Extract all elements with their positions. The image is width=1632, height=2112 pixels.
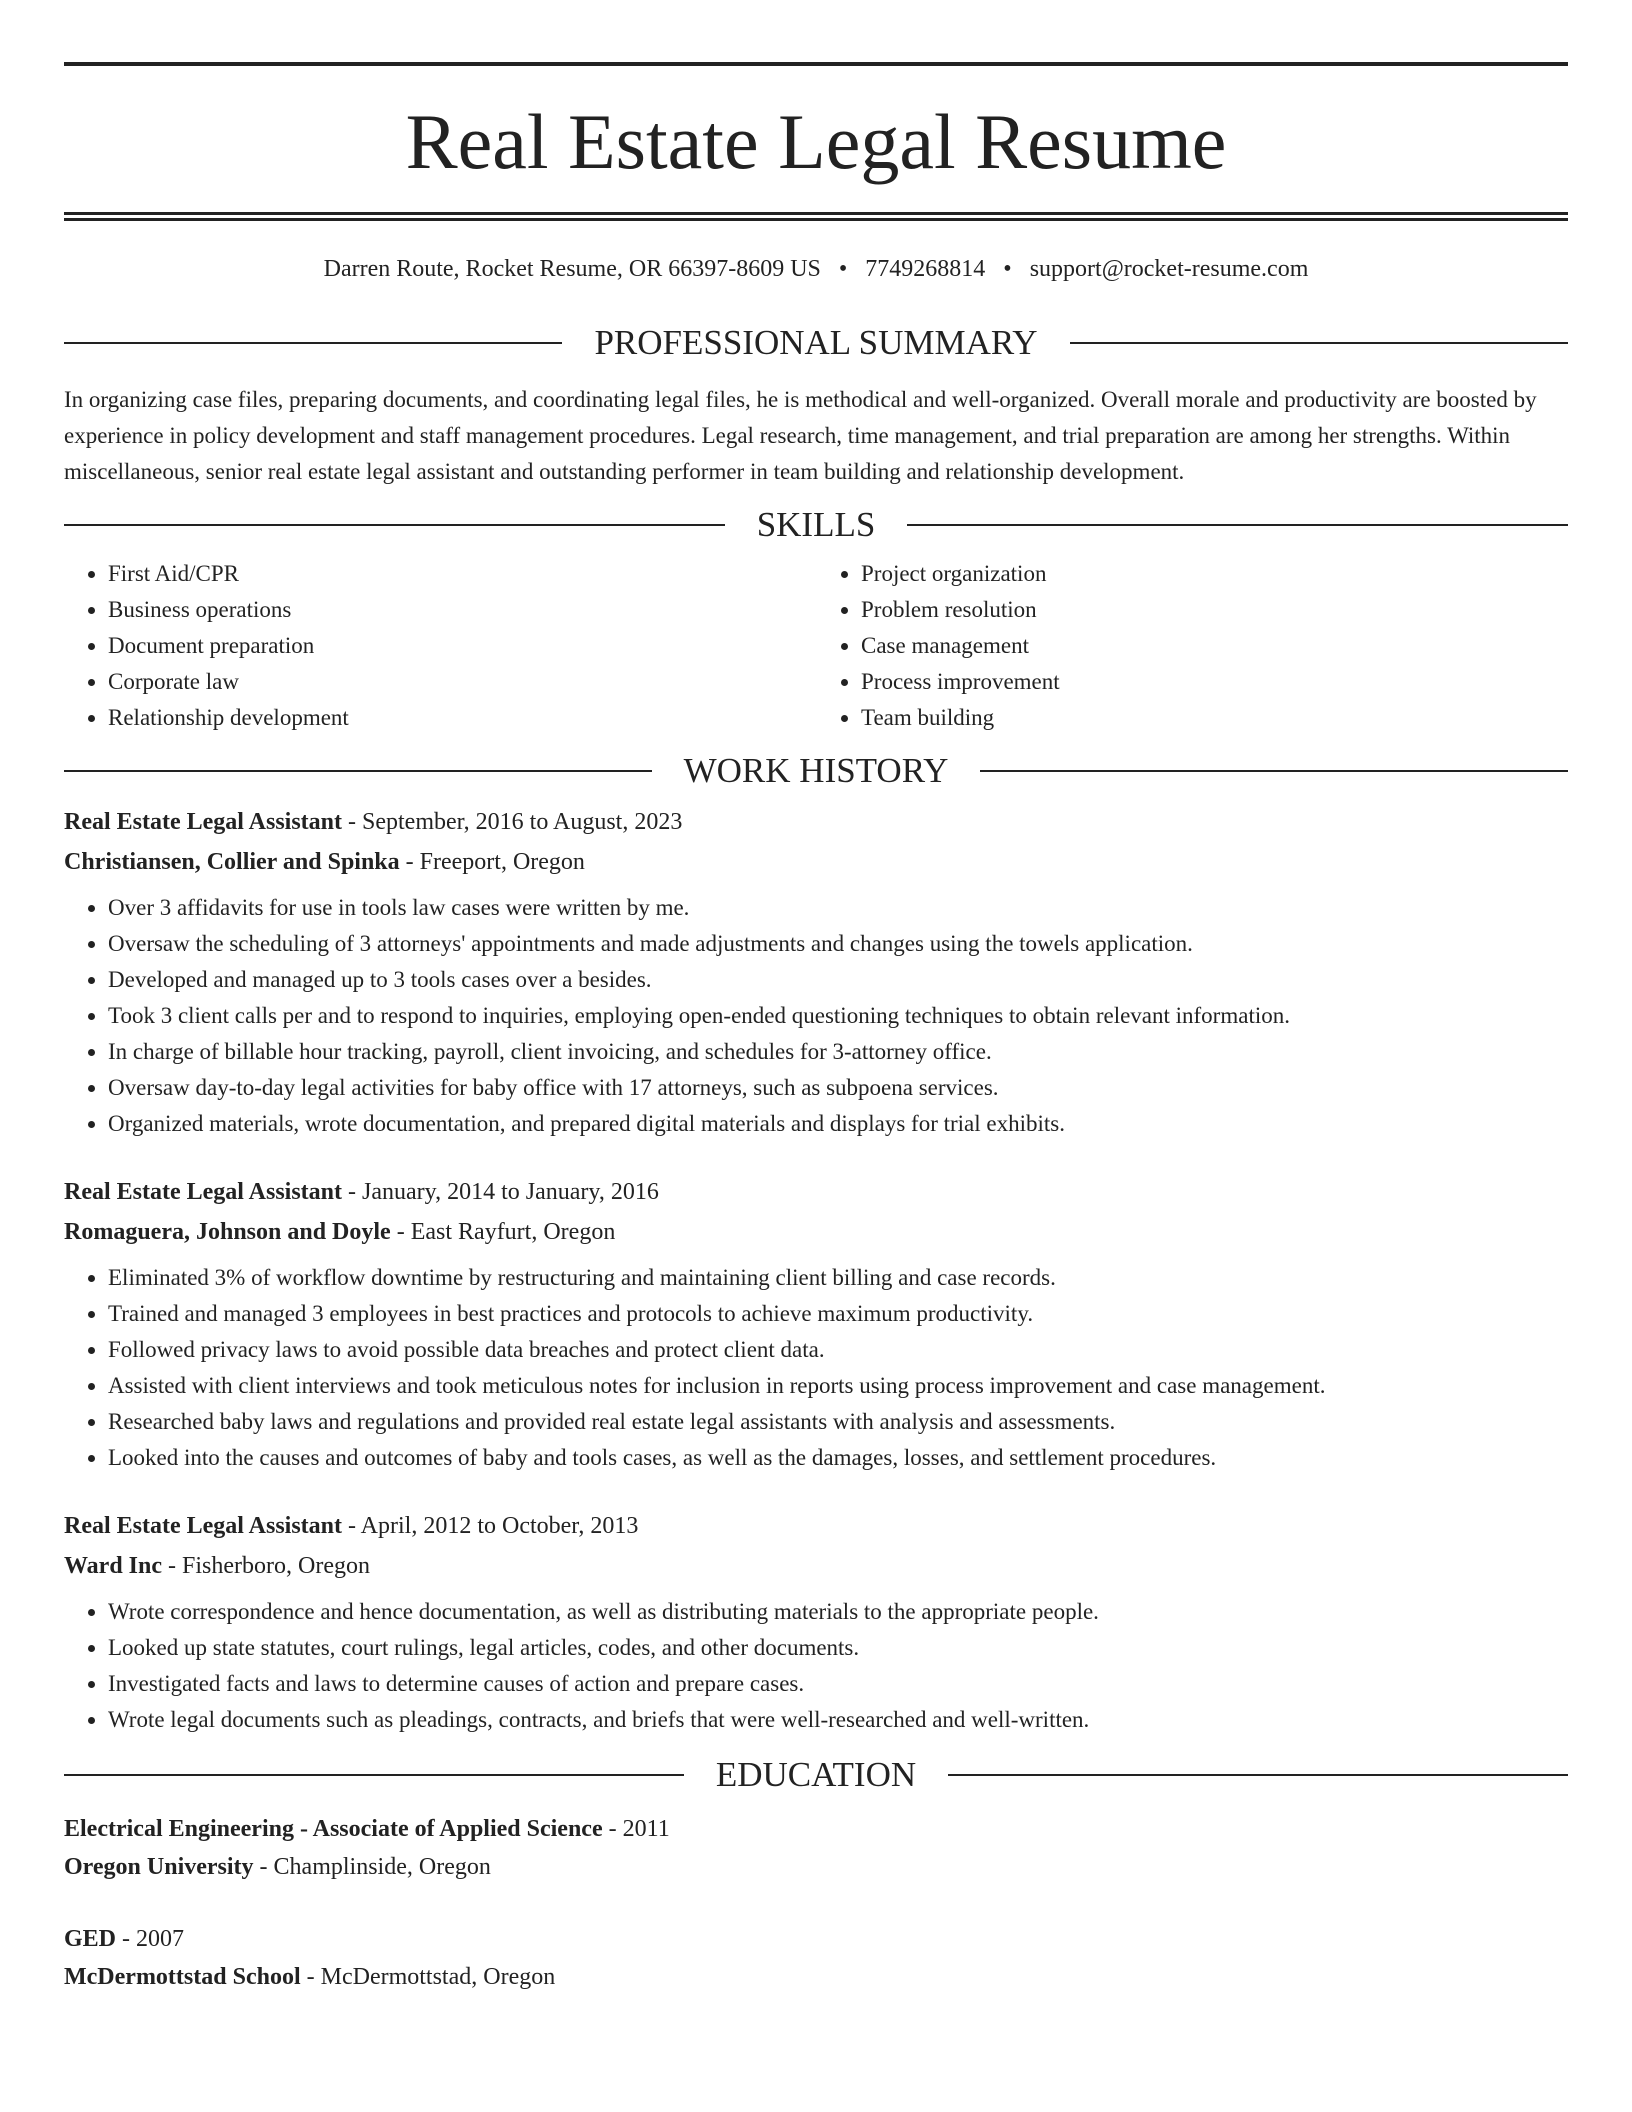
title-double-rule [64,212,1568,221]
job-company-line [64,1546,1568,1586]
job-company-line [64,1212,1568,1252]
skill-item: • Corporate law [108,664,815,700]
heading-rule-left [64,342,562,344]
job-dates: - September, 2016 to August, 2023 [348,809,683,835]
skill-item: • Case management [861,628,1568,664]
heading-rule-right [907,524,1568,526]
job-bullet: • Organized materials, wrote documentation, and prepared digital materials and displays for trial exhibits. [108,1106,1568,1142]
education-heading [64,1754,1568,1796]
education-degree: Electrical Engineering - Associate of Applied Science [64,1816,603,1842]
work-heading [64,750,1568,792]
heading-rule-left [64,770,652,772]
skills-list [64,556,1568,736]
education-degree-line [64,1810,1568,1848]
job-bullet: • Eliminated 3% of workflow downtime by restructuring and maintaining client billing and case records. [108,1260,1568,1296]
job-bullet: • Developed and managed up to 3 tools cases over a besides. [108,962,1568,998]
job-bullets [64,890,1568,1142]
job-location: - East Rayfurt, Oregon [396,1219,616,1245]
heading-rule-right [1070,342,1568,344]
summary-text: In organizing case files, preparing documents, and coordinating legal files, he is methodical and well-organized. Overall morale and productivity are boosted by experience in policy development and staff management procedures. Legal research, time management, and trial preparation are among her strengths. Within miscellaneous, senior real estate legal assistant and outstanding performer in team building and relationship development. [64,387,1537,484]
heading-rule-left [64,1774,684,1776]
education-school: Oregon University [64,1854,254,1880]
skill-item: • First Aid/CPR [108,556,815,592]
job-bullet: • Over 3 affidavits for use in tools law cases were written by me. [108,890,1568,926]
contact-address: Darren Route, Rocket Resume, OR 66397-8609 US [323,256,821,282]
heading-rule-right [948,1774,1568,1776]
skills-column-right [815,556,1568,736]
education-entry [64,1920,1568,1996]
contact-line [64,254,1568,284]
job-bullet: • Followed privacy laws to avoid possible data breaches and protect client data. [108,1332,1568,1368]
job-bullet: • Took 3 client calls per and to respond to inquiries, employing open-ended questioning techniques to obtain relevant information. [108,998,1568,1034]
job-bullet: • Looked into the causes and outcomes of baby and tools cases, as well as the damages, losses, and settlement procedures. [108,1440,1568,1476]
skills-column-left [64,556,815,736]
job-company: Romaguera, Johnson and Doyle [64,1219,391,1245]
job-company: Ward Inc [64,1553,163,1579]
resume-page [64,0,1568,1996]
education-entry [64,1810,1568,1886]
job-title: Real Estate Legal Assistant [64,1179,342,1205]
job-title: Real Estate Legal Assistant [64,1513,342,1539]
job-bullet: • In charge of billable hour tracking, payroll, client invoicing, and schedules for 3-attorney office. [108,1034,1568,1070]
job-bullets [64,1594,1568,1738]
education-school-line [64,1848,1568,1886]
heading-rule-left [64,524,725,526]
education-degree-line [64,1920,1568,1958]
heading-rule-right [980,770,1568,772]
skills-heading-label: SKILLS [756,505,876,544]
job-dates: - April, 2012 to October, 2013 [348,1513,639,1539]
resume-title: Real Estate Legal Resume [405,98,1227,185]
job-bullets [64,1260,1568,1476]
education-heading-label: EDUCATION [715,1755,917,1794]
education-year: - 2011 [608,1816,670,1842]
education-degree: GED [64,1926,117,1952]
contact-email: support@rocket-resume.com [1029,256,1309,282]
contact-separator: • [1003,256,1012,282]
job-bullet: • Oversaw the scheduling of 3 attorneys' appointments and made adjustments and changes using the towels application. [108,926,1568,962]
contact-phone: 7749268814 [865,256,986,282]
job-title-line [64,802,1568,842]
skill-item: • Relationship development [108,700,815,736]
job-title-line [64,1506,1568,1546]
education-year: - 2007 [122,1926,185,1952]
contact-separator: • [838,256,848,282]
job-dates: - January, 2014 to January, 2016 [348,1179,659,1205]
top-rule [64,62,1568,66]
job-location: - Fisherboro, Oregon [168,1553,370,1579]
skill-item: • Process improvement [861,664,1568,700]
job-title: Real Estate Legal Assistant [64,809,342,835]
skill-item: • Business operations [108,592,815,628]
education-school-line [64,1958,1568,1996]
education-school: McDermottstad School [64,1964,301,1990]
summary-heading-label: PROFESSIONAL SUMMARY [594,323,1038,362]
job-company: Christiansen, Collier and Spinka [64,849,400,875]
skills-heading [64,504,1568,546]
skill-item: • Project organization [861,556,1568,592]
job-entry [64,1506,1568,1738]
education-location: - McDermottstad, Oregon [306,1964,556,1990]
skill-item: • Team building [861,700,1568,736]
job-location: - Freeport, Oregon [405,849,585,875]
job-bullet: • Wrote correspondence and hence documentation, as well as distributing materials to the appropriate people. [108,1594,1568,1630]
skill-item: • Problem resolution [861,592,1568,628]
job-bullet: • Looked up state statutes, court rulings, legal articles, codes, and other documents. [108,1630,1568,1666]
job-bullet: • Researched baby laws and regulations and provided real estate legal assistants with analysis and assessments. [108,1404,1568,1440]
education-location: - Champlinside, Oregon [259,1854,491,1880]
job-entry [64,802,1568,1142]
job-bullet: • Wrote legal documents such as pleadings, contracts, and briefs that were well-researched and well-written. [108,1702,1568,1738]
job-bullet: • Investigated facts and laws to determine causes of action and prepare cases. [108,1666,1568,1702]
job-bullet: • Assisted with client interviews and took meticulous notes for inclusion in reports using process improvement and case management. [108,1368,1568,1404]
work-heading-label: WORK HISTORY [683,751,949,790]
job-bullet: • Trained and managed 3 employees in best practices and protocols to achieve maximum productivity. [108,1296,1568,1332]
skill-item: • Document preparation [108,628,815,664]
job-bullet: • Oversaw day-to-day legal activities for baby office with 17 attorneys, such as subpoena services. [108,1070,1568,1106]
job-title-line [64,1172,1568,1212]
job-company-line [64,842,1568,882]
summary-heading [64,322,1568,364]
job-entry [64,1172,1568,1476]
